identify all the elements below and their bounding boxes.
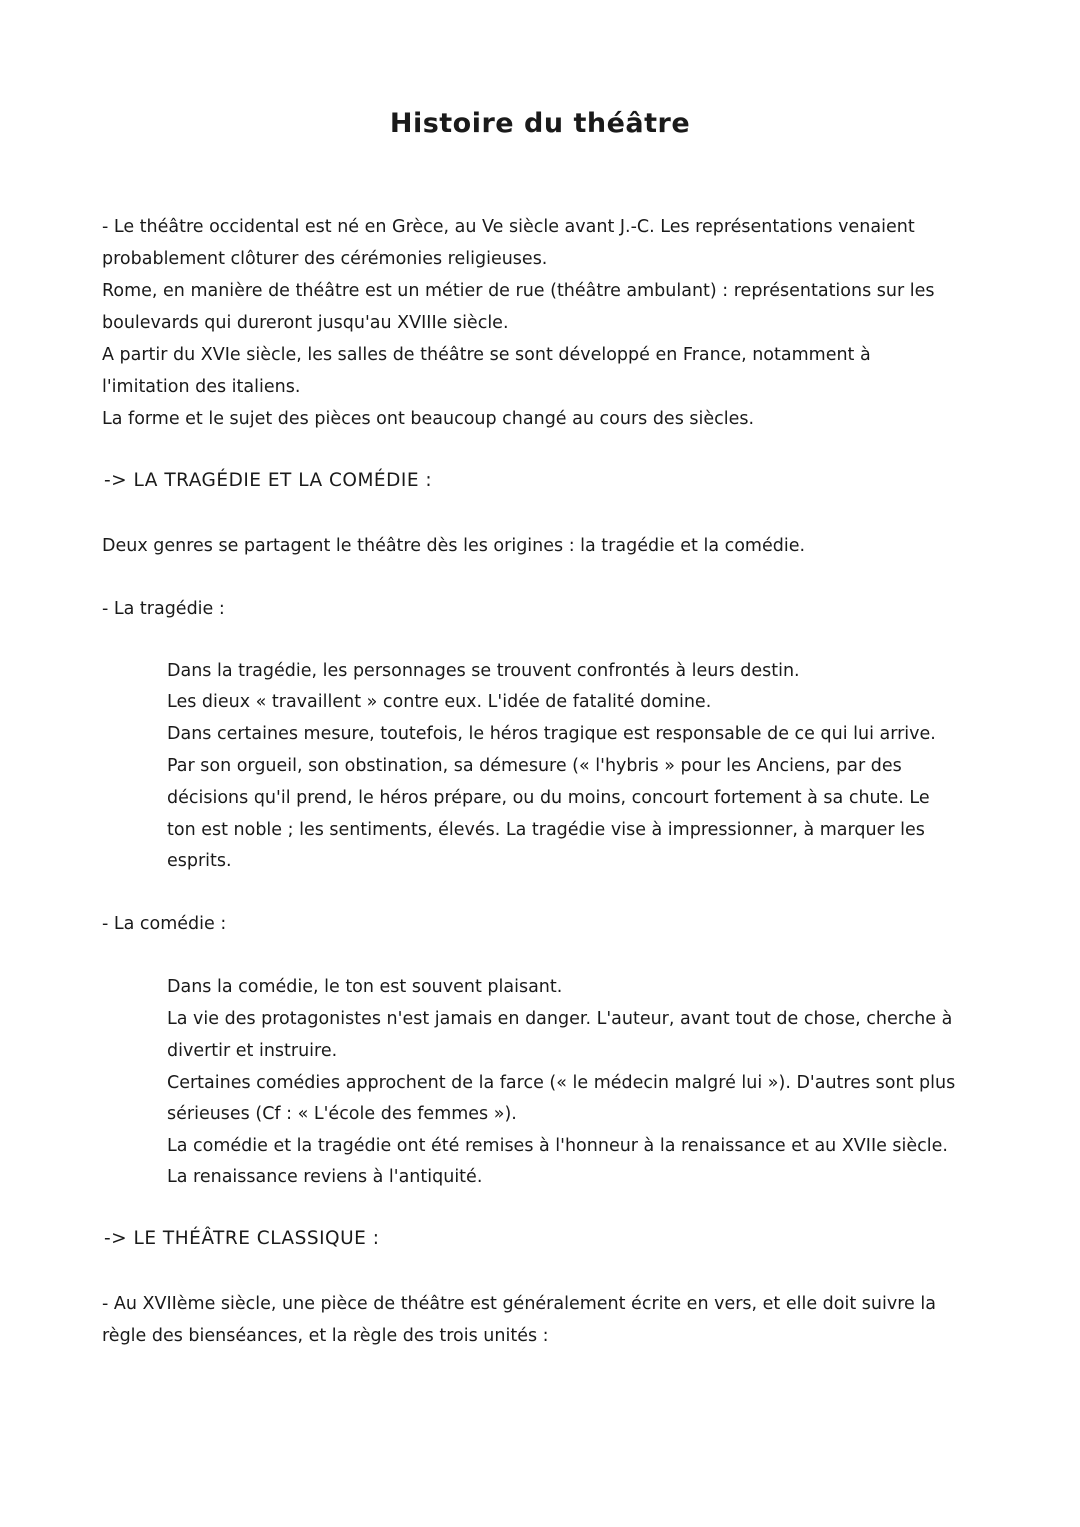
comedie-line: La vie des protagonistes n'est jamais en danger. L'auteur, avant tout de chose, cherche à xyxy=(167,1009,953,1029)
genres-intro: Deux genres se partagent le théâtre dès les origines : la tragédie et la comédie. xyxy=(102,536,806,556)
comedie-line: La comédie et la tragédie ont été remises à l'honneur à la renaissance et au XVIIe siècle. xyxy=(167,1136,948,1156)
intro-line: La forme et le sujet des pièces ont beaucoup changé au cours des siècles. xyxy=(102,409,755,429)
intro-line: A partir du XVIe siècle, les salles de théâtre se sont développé en France, notamment à xyxy=(102,345,871,365)
intro-line: probablement clôturer des cérémonies religieuses. xyxy=(102,249,548,269)
tragedie-line: esprits. xyxy=(167,851,232,871)
tragedie-line: Les dieux « travaillent » contre eux. L'idée de fatalité domine. xyxy=(167,692,712,712)
classique-line: - Au XVIIème siècle, une pièce de théâtre est généralement écrite en vers, et elle doit suivre la xyxy=(102,1294,936,1314)
intro-line: l'imitation des italiens. xyxy=(102,377,301,397)
tragedie-line: décisions qu'il prend, le héros prépare, ou du moins, concourt fortement à sa chute. Le xyxy=(167,788,930,808)
tragedie-label: - La tragédie : xyxy=(102,599,225,619)
tragedie-line: Dans la tragédie, les personnages se trouvent confrontés à leurs destin. xyxy=(167,661,800,681)
tragedie-line: ton est noble ; les sentiments, élevés. La tragédie vise à impressionner, à marquer les xyxy=(167,820,925,840)
section-heading-theatre-classique: -> LE THÉÂTRE CLASSIQUE : xyxy=(104,1228,380,1249)
section-heading-tragedie-comedie: -> LA TRAGÉDIE ET LA COMÉDIE : xyxy=(104,470,433,491)
tragedie-line: Dans certaines mesure, toutefois, le héros tragique est responsable de ce qui lui arrive. xyxy=(167,724,936,744)
classique-line: règle des bienséances, et la règle des trois unités : xyxy=(102,1326,549,1346)
page-title: Histoire du théâtre xyxy=(389,108,691,139)
intro-line: - Le théâtre occidental est né en Grèce, au Ve siècle avant J.-C. Les représentations venaient xyxy=(102,217,915,237)
comedie-line: sérieuses (Cf : « L'école des femmes »). xyxy=(167,1104,517,1124)
comedie-line: La renaissance reviens à l'antiquité. xyxy=(167,1167,483,1187)
intro-line: boulevards qui dureront jusqu'au XVIIIe siècle. xyxy=(102,313,509,333)
comedie-line: Certaines comédies approchent de la farce (« le médecin malgré lui »). D'autres sont plus xyxy=(167,1073,956,1093)
tragedie-line: Par son orgueil, son obstination, sa démesure (« l'hybris » pour les Anciens, par des xyxy=(167,756,902,776)
intro-line: Rome, en manière de théâtre est un métier de rue (théâtre ambulant) : représentations sur les xyxy=(102,281,935,301)
comedie-line: Dans la comédie, le ton est souvent plaisant. xyxy=(167,977,563,997)
comedie-label: - La comédie : xyxy=(102,914,227,934)
comedie-line: divertir et instruire. xyxy=(167,1041,338,1061)
